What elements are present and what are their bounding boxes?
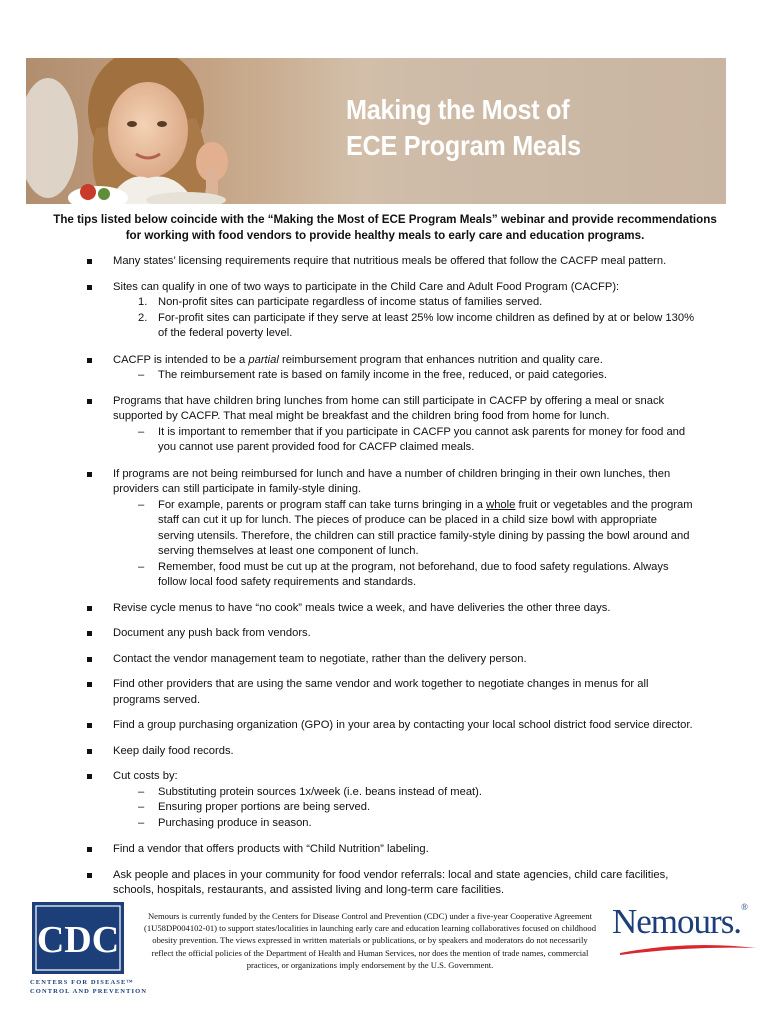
sub-text: of the federal poverty level. bbox=[158, 327, 293, 339]
child-eating-photo bbox=[26, 58, 326, 204]
footer bbox=[0, 900, 770, 1024]
tip-text: Ask people and places in your community for food vendor referrals: local and state agencies, child care facilities, bbox=[113, 868, 669, 881]
sub-list bbox=[113, 498, 724, 591]
header-banner bbox=[26, 58, 726, 204]
sub-text: Non-profit sites can participate regardless of income status of families served. bbox=[158, 296, 543, 308]
dash-marker: – bbox=[138, 801, 145, 813]
tip-no-cook bbox=[84, 601, 724, 617]
tip-qualify bbox=[84, 280, 724, 342]
tip-food-records bbox=[84, 744, 724, 760]
sub-item bbox=[113, 816, 724, 832]
tip-other-providers bbox=[84, 677, 724, 708]
page-title bbox=[346, 92, 679, 164]
sub-text: serving themselves at least one component of lunch. bbox=[158, 545, 419, 557]
nemours-swoosh-icon bbox=[618, 942, 758, 956]
tip-text: Programs that have children bring lunches from home can still participate in CACFP by offering a meal or snack bbox=[113, 394, 665, 407]
tip-text: Keep daily food records. bbox=[113, 744, 234, 757]
tip-partial-reimbursement bbox=[84, 353, 724, 384]
tip-text: Find other providers that are using the same vendor and work together to negotiate changes in menus for all bbox=[113, 678, 649, 690]
sub-item bbox=[113, 311, 724, 342]
tip-family-style bbox=[84, 467, 724, 591]
tip-gpo bbox=[84, 718, 724, 734]
tip-text: Many states’ licensing requirements require that nutritious meals be offered that follow the CACFP meal pattern. bbox=[113, 255, 667, 267]
sub-text bbox=[158, 498, 724, 514]
tip-licensing bbox=[84, 254, 724, 270]
cdc-logo-text: CDC bbox=[36, 919, 120, 961]
tip-home-lunches bbox=[84, 394, 724, 456]
dash-marker: – bbox=[138, 369, 145, 381]
tip-text: If programs are not being reimbursed for lunch and have a number of children bringing in their own lunches, then bbox=[113, 467, 671, 480]
tip-document-pushback bbox=[84, 626, 724, 642]
disclaimer-line: obesity prevention. The views expressed in written materials or publications, or by speakers and moderators do not necessarily bbox=[152, 935, 588, 946]
disclaimer-line: practices, or organizations imply endorsement by the U.S. Government. bbox=[246, 959, 494, 970]
emphasis-text: partial bbox=[248, 353, 279, 366]
nemours-logo bbox=[612, 902, 762, 962]
underlined-text: whole bbox=[486, 498, 516, 511]
sub-text: Purchasing produce in season. bbox=[158, 816, 312, 829]
tip-text: supported by CACFP. That meal might be breakfast and the children bring food from home for lunch. bbox=[113, 410, 610, 422]
sub-text: staff can cut it up for lunch. The pieces of produce can be placed in a child size bowl with appropriate bbox=[158, 514, 657, 526]
tip-text: programs served. bbox=[113, 693, 201, 706]
tip-vendor-management bbox=[84, 652, 724, 668]
tip-text: Find a group purchasing organization (GPO) in your area by contacting your local school district food service director. bbox=[113, 719, 693, 731]
sub-list bbox=[113, 368, 724, 384]
tip-text: Cut costs by: bbox=[113, 770, 178, 782]
disclaimer-line: Nemours is currently funded by the Centers for Disease Control and Prevention (CDC) under a five-year Cooperative Agreement bbox=[147, 911, 593, 921]
dash-marker: – bbox=[138, 816, 145, 829]
sub-item bbox=[113, 368, 724, 384]
nemours-logo-text: Nemours. bbox=[612, 902, 742, 941]
disclaimer-line: reflect the official policies of the Department of Health and Human Services, nor does the mention of trade names, commercial bbox=[151, 947, 589, 958]
tip-child-nutrition-label bbox=[84, 842, 724, 858]
tips-list bbox=[84, 254, 724, 909]
tip-community-referrals bbox=[84, 868, 724, 899]
list-number: 1. bbox=[138, 296, 148, 308]
list-number: 2. bbox=[138, 311, 148, 324]
funding-disclaimer bbox=[132, 910, 608, 971]
tip-text: Find a vendor that offers products with “Child Nutrition” labeling. bbox=[113, 843, 429, 855]
sub-text: Ensuring proper portions are being served. bbox=[158, 801, 371, 813]
cdc-wordmark-line: CENTERS FOR DISEASE™ bbox=[30, 979, 134, 986]
dash-marker: – bbox=[138, 560, 145, 573]
cdc-wordmark bbox=[30, 978, 148, 996]
sub-text: serving utensils. Therefore, the children can still practice family-style dining by passing the bowl around and bbox=[158, 529, 690, 542]
sub-text-part: For example, parents or program staff can take turns bringing in a bbox=[158, 498, 487, 511]
intro-line-1: The tips listed below coincide with the “Making the Most of ECE Program Meals” webinar and provide recommendations bbox=[53, 213, 717, 226]
sub-text: Remember, food must be cut up at the program, not beforehand, due to food safety regulations. Always bbox=[158, 560, 669, 573]
intro-line-2: for working with food vendors to provide healthy meals to early care and education programs. bbox=[125, 229, 645, 242]
tip-text: Contact the vendor management team to negotiate, rather than the delivery person. bbox=[113, 652, 527, 665]
tip-text-part: CACFP is intended to be a bbox=[113, 353, 249, 366]
cdc-logo bbox=[32, 902, 124, 974]
title-line-1: Making the Most of bbox=[346, 94, 570, 125]
registered-mark: ® bbox=[741, 902, 748, 912]
sub-text: Substituting protein sources 1x/week (i.e. beans instead of meat). bbox=[158, 785, 482, 798]
sub-item bbox=[113, 785, 724, 801]
tip-cut-costs bbox=[84, 769, 724, 831]
sub-text-part: fruit or vegetables and the program bbox=[515, 498, 693, 511]
tip-text: Document any push back from vendors. bbox=[113, 627, 311, 639]
sub-list bbox=[113, 785, 724, 832]
nemours-wordmark bbox=[612, 902, 748, 942]
intro-paragraph bbox=[30, 212, 740, 244]
dash-marker: – bbox=[138, 498, 145, 511]
sub-item bbox=[113, 800, 724, 816]
sub-text: For-profit sites can participate if they serve at least 25% low income children as defined by at or below 130% bbox=[158, 311, 695, 324]
tip-text: schools, hospitals, restaurants, and assisted living and long-term care facilities. bbox=[113, 884, 505, 896]
dash-marker: – bbox=[138, 785, 145, 798]
sub-text: The reimbursement rate is based on family income in the free, reduced, or paid categories. bbox=[158, 369, 607, 381]
sub-list bbox=[113, 425, 724, 456]
tip-text: providers can still participate in family-style dining. bbox=[113, 483, 362, 495]
tip-text bbox=[113, 353, 724, 369]
sub-item bbox=[113, 498, 724, 560]
cdc-wordmark-line: CONTROL AND PREVENTION bbox=[30, 988, 148, 995]
sub-text: It is important to remember that if you participate in CACFP you cannot ask parents for money for food and bbox=[158, 425, 686, 438]
disclaimer-line: (1U58DP004102-01) to support states/localities in launching early care and education learning collaboratives focused on childhood bbox=[143, 923, 596, 934]
sub-list bbox=[113, 295, 724, 342]
dash-marker: – bbox=[138, 425, 145, 438]
sub-item bbox=[113, 295, 724, 311]
sub-text: you cannot use parent provided food for CACFP claimed meals. bbox=[158, 441, 475, 453]
tip-text-part: reimbursement program that enhances nutrition and quality care. bbox=[278, 353, 603, 366]
tip-text: Sites can qualify in one of two ways to participate in the Child Care and Adult Food Program (CACFP): bbox=[113, 280, 620, 293]
sub-item bbox=[113, 560, 724, 591]
sub-item bbox=[113, 425, 724, 456]
sub-text: follow local food safety requirements and standards. bbox=[158, 576, 417, 588]
title-line-2: ECE Program Meals bbox=[346, 130, 581, 161]
tip-text: Revise cycle menus to have “no cook” meals twice a week, and have deliveries the other three days. bbox=[113, 601, 611, 614]
